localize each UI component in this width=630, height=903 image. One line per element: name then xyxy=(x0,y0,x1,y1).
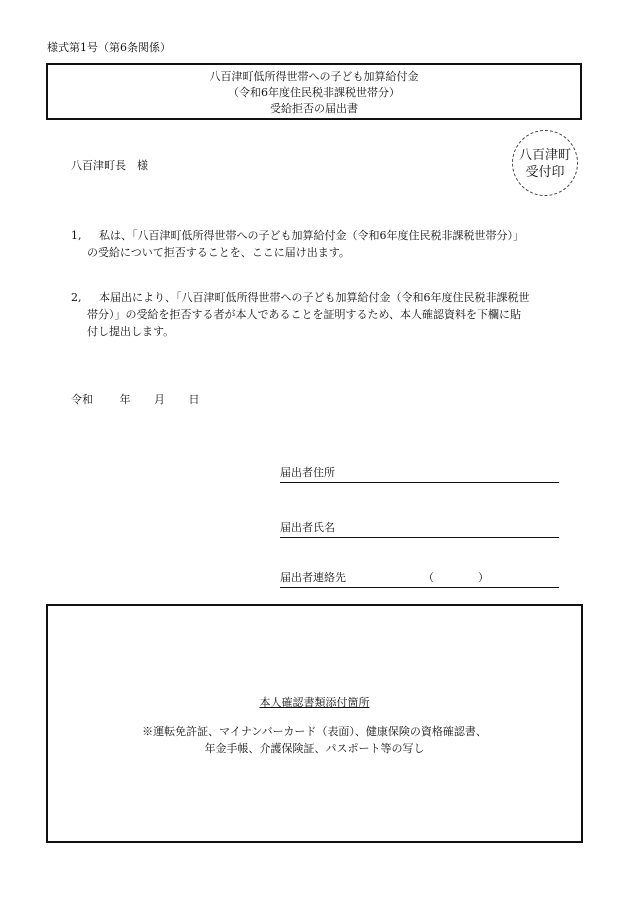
paragraph-line: 帯分）」の受給を拒否する者が本人であることを証明するため、本人確認資料を下欄に貼 xyxy=(87,308,522,321)
date-era: 令和 xyxy=(71,393,93,406)
paragraph-number: 2, xyxy=(71,291,82,304)
document-title-box xyxy=(46,63,582,120)
paragraph-line: 私は、「八百津町低所得世帯への子ども加算給付金（令和6年度住民税非課税世帯分）」 xyxy=(99,229,524,242)
id-section-note xyxy=(48,723,581,757)
id-document-attachment-box xyxy=(46,604,583,843)
address-field[interactable] xyxy=(280,466,559,483)
paragraph-line: 本届出により、「八百津町低所得世帯への子ども加算給付金（令和6年度住民税非課税世 xyxy=(99,291,530,304)
title-line-3: 受給拒否の届出書 xyxy=(270,102,358,115)
title-line-2: （令和6年度住民税非課税世帯分） xyxy=(228,86,400,99)
form-number: 様式第1号（第6条関係） xyxy=(47,41,171,54)
paragraph-line: の受給について拒否することを、ここに届け出ます。 xyxy=(87,246,350,259)
id-section-title xyxy=(48,695,581,711)
contact-label: 届出者連絡先 xyxy=(280,571,346,584)
date-month: 月 xyxy=(154,393,165,406)
address-label: 届出者住所 xyxy=(280,466,335,479)
paragraph-line: 付し提出します。 xyxy=(87,325,175,338)
id-note-line-1: ※運転免許証、マイナンバーカード（表面）、健康保険の資格確認書、 xyxy=(142,725,487,738)
name-label: 届出者氏名 xyxy=(280,521,335,534)
id-note-line-2: 年金手帳、介護保険証、パスポート等の写し xyxy=(204,742,425,755)
contact-paren: （ ） xyxy=(423,571,489,584)
paragraph-number: 1, xyxy=(71,229,82,242)
contact-field[interactable] xyxy=(280,571,559,588)
reception-stamp-circle xyxy=(512,130,578,196)
date-line xyxy=(71,392,200,408)
title-line-1: 八百津町低所得世帯への子ども加算給付金 xyxy=(209,70,419,83)
id-section-title-text: 本人確認書類添付箇所 xyxy=(259,696,370,709)
addressee: 八百津町長 様 xyxy=(71,159,148,172)
stamp-line-2: 受付印 xyxy=(525,165,565,180)
name-field[interactable] xyxy=(280,521,559,538)
date-day: 日 xyxy=(188,393,200,406)
date-year: 年 xyxy=(119,393,131,406)
stamp-line-1: 八百津町 xyxy=(518,148,571,163)
